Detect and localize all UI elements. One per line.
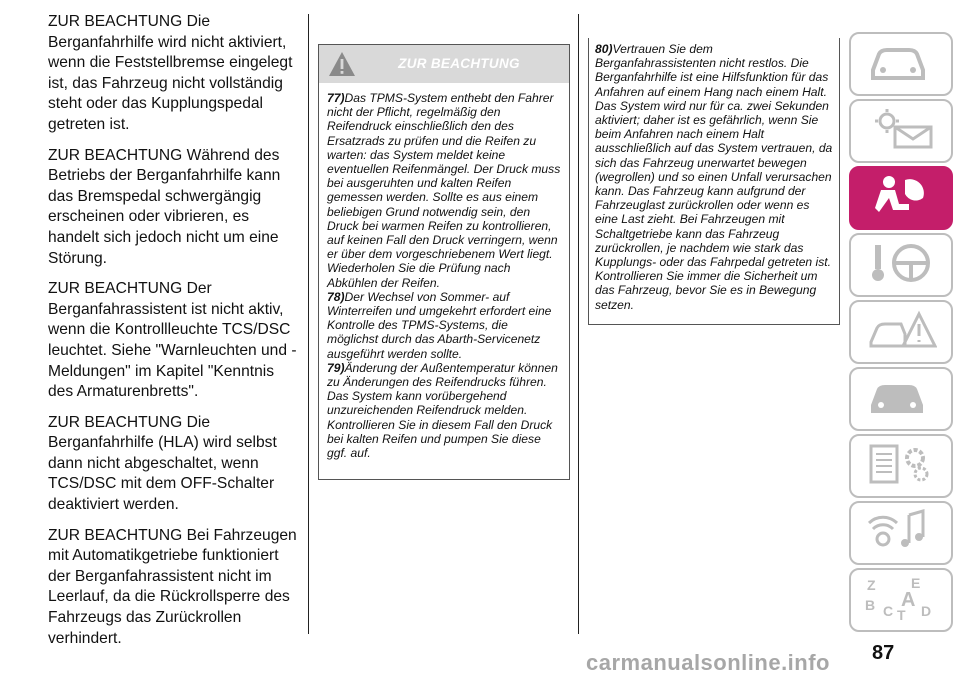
footnote-text: Der Wechsel von Sommer- auf Winterreifen und umgekehrt erfordert eine Kontrolle des TPMS-Systems, die möglichst durch das Abarth-Servicenetz ausgeführt werden sollte. [327,289,552,361]
car-maintenance-icon [865,375,937,419]
tab-emergency[interactable] [849,300,953,364]
multimedia-icon [865,509,937,553]
footnote-text: Änderung der Außentemperatur können zu Änderungen des Reifendrucks führen. Das System kann vorübergehend unzureichenden Reifendruck melden. Kontrollieren Sie in diesem Fall den Druck bei kalten Reifen und pumpen Sie diese ggf. auf. [327,360,558,461]
footnote-number: 78) [327,289,345,304]
dashboard-warning-lights-icon [865,107,937,151]
warning-box [318,44,570,480]
footnote [327,91,561,290]
index-letter: D [921,603,932,619]
tab-multimedia[interactable] [849,501,953,565]
footnote [327,361,561,460]
tab-maintenance[interactable] [849,367,953,431]
watermark: carmanualsonline.info [586,650,830,675]
paragraph: ZUR BEACHTUNG Die Berganfahrhilfe wird nicht aktiviert, wenn die Feststellbremse eingelegt ist, das Fahrzeug nicht vollständig steht oder das Kupplungspedal getreten ist. [48,13,293,133]
tab-car-info[interactable] [849,32,953,96]
key-steering-wheel-icon [865,241,937,285]
footnote-number: 80) [595,42,613,56]
main-text-column [48,12,298,659]
tab-technical-data[interactable] [849,434,953,498]
column-divider [578,14,579,634]
index-letter: C [883,603,894,619]
tab-safety[interactable] [849,166,953,230]
index-letter: T [897,607,906,620]
footnote [595,42,833,312]
tab-starting-driving[interactable] [849,233,953,297]
index-letter: E [911,576,921,591]
index-letter: Z [867,577,876,593]
warning-box-title: ZUR BEACHTUNG [398,56,520,71]
warning-box-header [319,45,569,83]
footnote [327,290,561,361]
column-divider [308,14,309,634]
car-info-icon [865,40,937,84]
airbag-safety-icon [865,174,937,218]
tab-index[interactable] [849,568,953,632]
alphabetical-index-icon [865,576,937,620]
page-number: 87 [872,642,895,664]
continued-warning-box [588,38,840,325]
paragraph: ZUR BEACHTUNG Die Berganfahrhilfe (HLA) wird selbst dann nicht abgeschaltet, wenn TCS/DSC mit dem OFF-Schalter deaktiviert werden. [48,413,277,514]
tab-dashboard[interactable] [849,99,953,163]
footnote-number: 79) [327,360,345,375]
technical-data-icon [865,442,937,486]
paragraph: ZUR BEACHTUNG Bei Fahrzeugen mit Automatikgetriebe funktioniert der Berganfahrassistent nicht im Leerlauf, da die Rückrollsperre des Fahrzeugs das Zurückrollen verhindert. [48,526,297,647]
footnote-number: 77) [327,91,345,105]
index-letter: A [901,589,916,611]
index-letter: B [865,597,876,613]
footnote-text: Vertrauen Sie dem Berganfahrassistenten nicht restlos. Die Berganfahrhilfe ist eine Hilfsfunktion für das Anfahren auf einem Hang nach einem Halt. Das System wird nur für ca. zwei Sekunden aktiviert; daher ist es gefährlich, wenn Sie beim Anfahren nach einem Halt ausschließlich auf das System vertrauen, da sich das Fahrzeug unerwartet bewegen (wegrollen) und so einen Unfall verursachen kann. Das Fahrzeug kann aufgrund der Fahrzeuglast zurückrollen oder wenn es eine Last zieht. Bei Fahrzeugen mit Schaltgetriebe kann das Fahrzeug zurückrollen, je nachdem wie stark das Kupplungs- oder das Fahrpedal getreten ist. Kontrollieren Sie immer die Sicherheit um das Fahrzeug, bevor Sie es in Bewegung setzen. [595,42,833,312]
paragraph: ZUR BEACHTUNG Der Berganfahrassistent ist nicht aktiv, wenn die Kontrollleuchte TCS/DSC leuchtet. Siehe "Warnleuchten und -Meldungen" im Kapitel "Kenntnis des Armaturenbretts". [48,280,297,401]
paragraph: ZUR BEACHTUNG Während des Betriebs der Berganfahrhilfe kann das Bremspedal schwergängig erscheinen oder vibrieren, es handelt sich jedoch nicht um eine Störung. [48,146,281,267]
footnote-text: Das TPMS-System enthebt den Fahrer nicht der Pflicht, regelmäßig den Reifendruck einschließlich den des Ersatzrads zu prüfen und die Reifen zu warten: das System meldet keine eventuellen Reifenmängel. Der Druck muss bei ausgeruhten und kalten Reifen gemessen werden. Sollte es aus einem beliebigen Grund notwendig sein, den Druck bei warmen Reifen zu kontrollieren, auf keinen Fall den Druck verringern, wenn er über dem vorgeschriebenem Wert liegt. Wiederholen Sie die Prüfung nach Abkühlen der Reifen. [327,91,561,290]
car-emergency-icon [865,308,937,352]
